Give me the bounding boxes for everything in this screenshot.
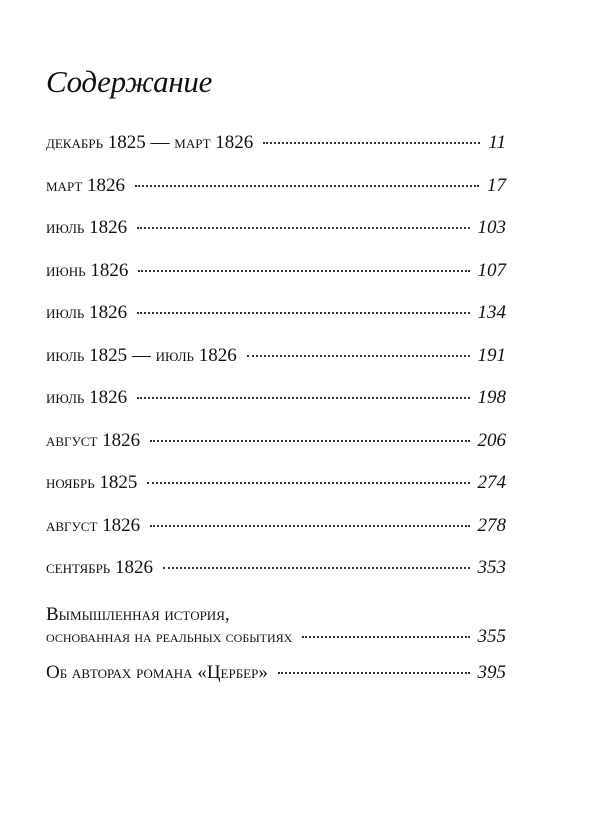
dot-leader <box>137 397 469 399</box>
toc-page-number: 353 <box>477 557 506 578</box>
toc-entry[interactable] <box>46 557 506 600</box>
toc-entry-label: сентябрь 1826 <box>46 557 154 578</box>
dot-leader <box>137 312 469 314</box>
toc-entry[interactable] <box>46 662 506 705</box>
toc-page-number: 206 <box>477 429 506 451</box>
toc-page-number: 274 <box>477 472 506 493</box>
toc-entry[interactable] <box>46 132 506 175</box>
toc-entry-label: июль 1826 <box>46 387 128 408</box>
toc-page-number: 17 <box>487 174 506 196</box>
toc-page-number: 191 <box>477 344 506 366</box>
toc-entry[interactable] <box>46 260 506 303</box>
page-title: Содержание <box>46 64 213 99</box>
toc-entry[interactable] <box>46 302 506 345</box>
dot-leader <box>163 567 469 569</box>
toc-entry[interactable] <box>46 387 506 430</box>
dot-leader <box>302 636 469 638</box>
dot-leader <box>247 355 470 357</box>
toc-entry-label: июнь 1826 <box>46 259 129 281</box>
dot-leader <box>150 525 469 527</box>
toc-page-number: 103 <box>477 217 506 238</box>
toc-entry-label: декабрь 1825 — март 1826 <box>46 132 254 153</box>
dot-leader <box>138 270 469 272</box>
dot-leader <box>263 142 480 144</box>
toc-entry-label: ноябрь 1825 <box>46 472 138 493</box>
toc-page-number: 107 <box>477 259 506 281</box>
toc-page-number: 198 <box>477 387 506 408</box>
toc-page-number: 278 <box>477 514 506 536</box>
toc-entry[interactable] <box>46 604 506 648</box>
dot-leader <box>278 672 470 674</box>
toc-entry-label: июль 1826 <box>46 302 128 323</box>
toc-entry[interactable] <box>46 472 506 515</box>
dot-leader <box>150 440 469 442</box>
toc-entry[interactable] <box>46 430 506 473</box>
toc-entry[interactable] <box>46 515 506 558</box>
dot-leader <box>135 185 479 187</box>
toc-entry-label: Об авторах романа «Цербер» <box>46 661 268 683</box>
toc-entry-label-line1: Вымышленная история, <box>46 603 230 625</box>
dot-leader <box>137 227 469 229</box>
toc-entry[interactable] <box>46 345 506 388</box>
toc-entry-label-line2: основанная на реальных событиях <box>46 626 293 646</box>
toc-entry-label: август 1826 <box>46 429 141 451</box>
toc-entry-label: август 1826 <box>46 514 141 536</box>
toc-entry-label: июль 1826 <box>46 217 128 238</box>
toc-entry[interactable] <box>46 175 506 218</box>
table-of-contents <box>46 132 506 704</box>
toc-page-number: 355 <box>477 625 506 647</box>
toc-page-number: 134 <box>477 302 506 323</box>
toc-entry-label: март 1826 <box>46 174 126 196</box>
toc-page-number: 11 <box>488 132 506 153</box>
dot-leader <box>147 482 469 484</box>
toc-page-number: 395 <box>477 661 506 683</box>
toc-entry-label: июль 1825 — июль 1826 <box>46 344 237 366</box>
toc-entry[interactable] <box>46 217 506 260</box>
